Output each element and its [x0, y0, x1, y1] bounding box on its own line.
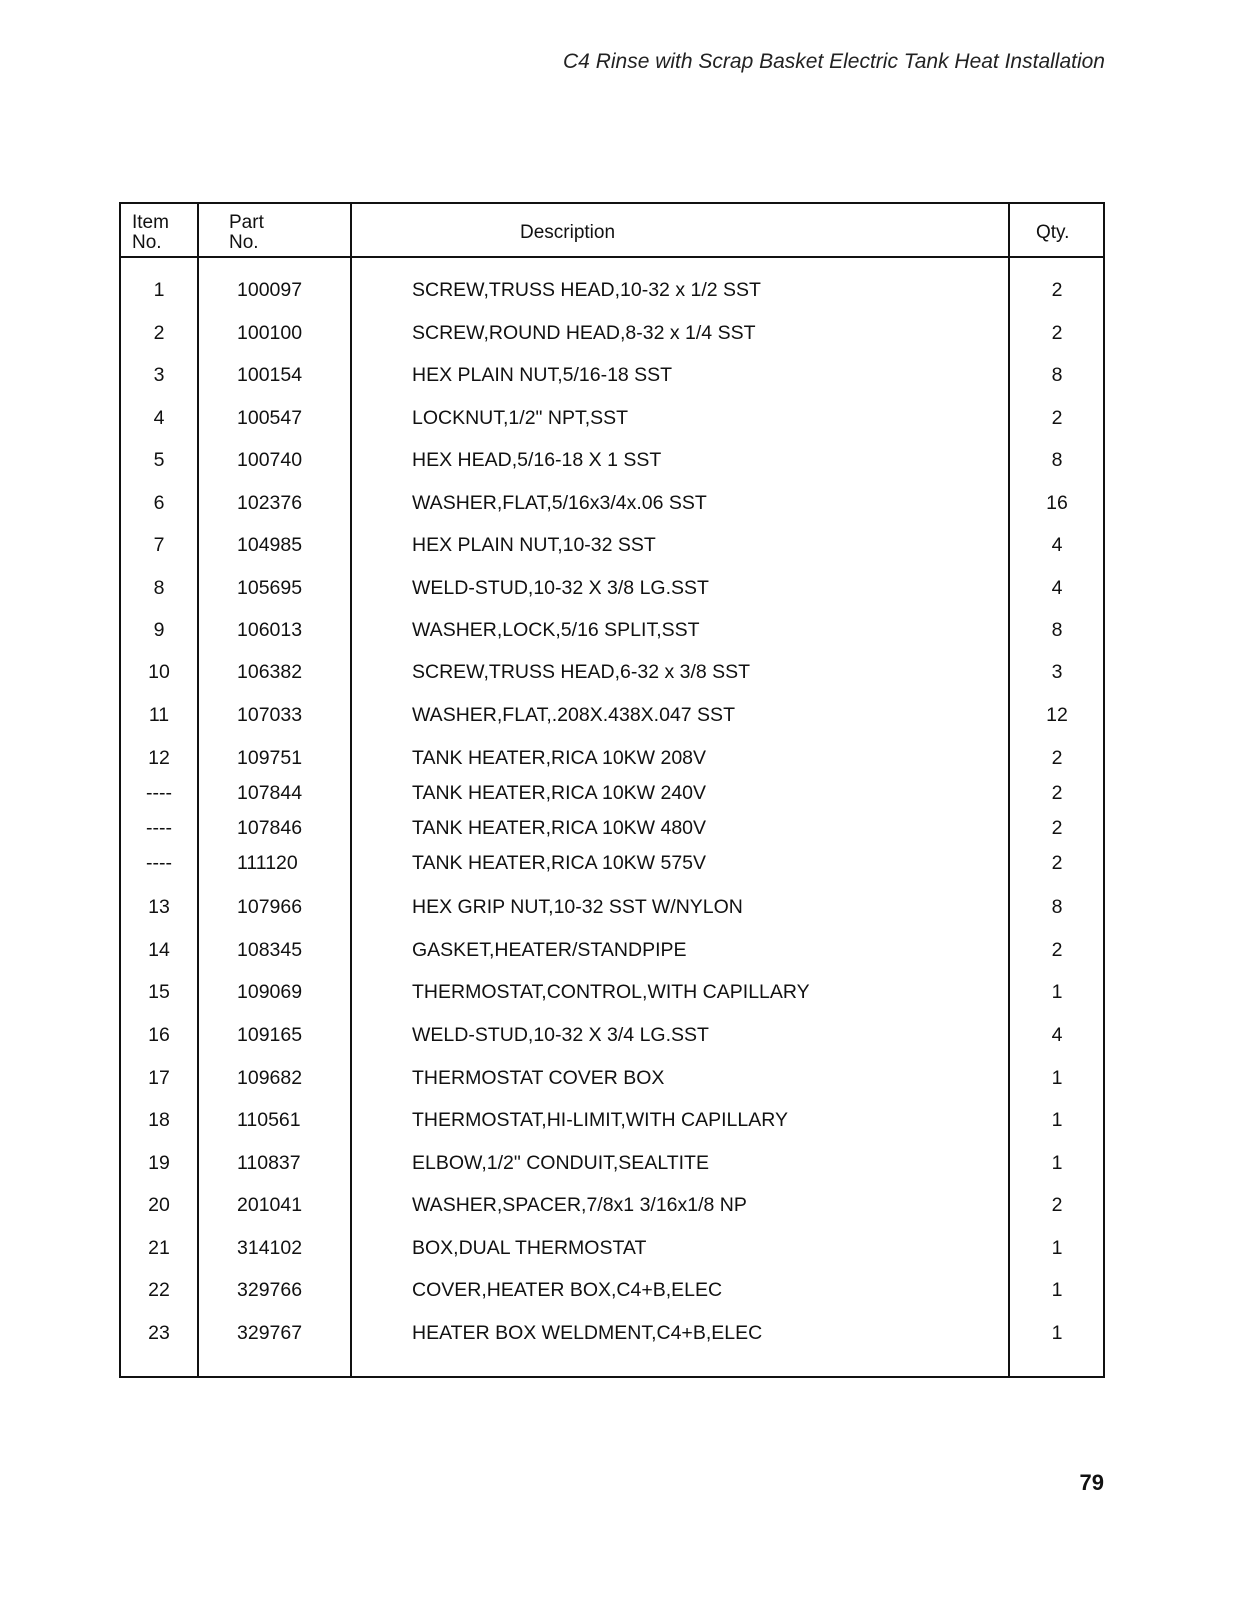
item-number: 11	[148, 704, 170, 726]
part-number: 111120	[237, 852, 298, 874]
part-quantity: 2	[1051, 1194, 1063, 1216]
item-number: 9	[153, 619, 165, 641]
part-number: 108345	[237, 939, 303, 961]
part-description: SCREW,TRUSS HEAD,6-32 x 3/8 SST	[412, 661, 751, 683]
table-row	[121, 1233, 1103, 1263]
table-row	[121, 657, 1103, 687]
item-number: 3	[153, 364, 165, 386]
part-quantity: 2	[1051, 407, 1063, 429]
part-description: THERMOSTAT,HI-LIMIT,WITH CAPILLARY	[412, 1109, 788, 1131]
header-item-line2: No.	[132, 232, 162, 253]
table-row	[121, 977, 1103, 1007]
header-description: Description	[520, 222, 616, 243]
part-number: 100100	[237, 322, 303, 344]
part-number: 106382	[237, 661, 303, 683]
part-quantity: 3	[1051, 661, 1063, 683]
part-quantity: 4	[1051, 534, 1063, 556]
item-number: ----	[146, 817, 172, 839]
table-row	[121, 848, 1103, 878]
table-row	[121, 403, 1103, 433]
item-number: 20	[148, 1194, 170, 1216]
part-quantity: 2	[1051, 852, 1063, 874]
item-number: 13	[148, 896, 170, 918]
item-number: ----	[146, 782, 172, 804]
header-item-no	[132, 213, 169, 253]
part-quantity: 2	[1051, 817, 1063, 839]
part-description: WASHER,SPACER,7/8x1 3/16x1/8 NP	[412, 1194, 747, 1216]
part-quantity: 4	[1051, 577, 1063, 599]
part-description: HEX PLAIN NUT,10-32 SST	[412, 534, 656, 556]
part-number: 105695	[237, 577, 303, 599]
part-description: LOCKNUT,1/2" NPT,SST	[412, 407, 629, 429]
part-description: BOX,DUAL THERMOSTAT	[412, 1237, 647, 1259]
table-row	[121, 1105, 1103, 1135]
part-description: WASHER,LOCK,5/16 SPLIT,SST	[412, 619, 700, 641]
part-quantity: 1	[1051, 981, 1063, 1003]
part-number: 201041	[237, 1194, 303, 1216]
part-number: 110561	[237, 1109, 301, 1131]
part-quantity: 1	[1051, 1279, 1063, 1301]
table-row	[121, 892, 1103, 922]
table-row	[121, 615, 1103, 645]
part-quantity: 2	[1051, 279, 1063, 301]
table-row	[121, 778, 1103, 808]
part-description: THERMOSTAT,CONTROL,WITH CAPILLARY	[412, 981, 810, 1003]
part-quantity: 2	[1051, 747, 1063, 769]
item-number: 4	[153, 407, 165, 429]
part-description: HEX GRIP NUT,10-32 SST W/NYLON	[412, 896, 743, 918]
part-quantity: 8	[1051, 449, 1063, 471]
table-row	[121, 445, 1103, 475]
part-quantity: 8	[1051, 619, 1063, 641]
item-number: 10	[148, 661, 170, 683]
part-number: 100154	[237, 364, 303, 386]
page-number: 79	[1079, 1470, 1104, 1495]
part-number: 104985	[237, 534, 303, 556]
item-number: 7	[153, 534, 165, 556]
part-number: 109751	[237, 747, 303, 769]
header-qty: Qty.	[1036, 222, 1070, 243]
parts-table	[119, 202, 1105, 1378]
part-description: WELD-STUD,10-32 X 3/8 LG.SST	[412, 577, 709, 599]
header-part-line1: Part	[229, 212, 264, 233]
part-number: 109165	[237, 1024, 303, 1046]
item-number: 5	[153, 449, 165, 471]
item-number: ----	[146, 852, 172, 874]
table-row	[121, 275, 1103, 305]
part-description: TANK HEATER,RICA 10KW 208V	[412, 747, 707, 769]
header-divider	[121, 256, 1103, 258]
part-number: 107033	[237, 704, 303, 726]
table-row	[121, 573, 1103, 603]
part-description: WASHER,FLAT,5/16x3/4x.06 SST	[412, 492, 707, 514]
part-number: 109069	[237, 981, 303, 1003]
part-description: TANK HEATER,RICA 10KW 575V	[412, 852, 707, 874]
part-number: 109682	[237, 1067, 303, 1089]
table-row	[121, 1275, 1103, 1305]
part-number: 314102	[237, 1237, 303, 1259]
part-description: HEX HEAD,5/16-18 X 1 SST	[412, 449, 662, 471]
part-description: ELBOW,1/2" CONDUIT,SEALTITE	[412, 1152, 709, 1174]
part-number: 100547	[237, 407, 303, 429]
table-row	[121, 743, 1103, 773]
table-row	[121, 700, 1103, 730]
part-quantity: 2	[1051, 322, 1063, 344]
part-quantity: 1	[1051, 1109, 1063, 1131]
table-row	[121, 1020, 1103, 1050]
part-quantity: 8	[1051, 896, 1063, 918]
part-description: WASHER,FLAT,.208X.438X.047 SST	[412, 704, 735, 726]
part-number: 102376	[237, 492, 303, 514]
part-number: 107844	[237, 782, 303, 804]
part-quantity: 12	[1046, 704, 1068, 726]
table-row	[121, 1190, 1103, 1220]
item-number: 23	[148, 1322, 170, 1344]
part-quantity: 1	[1051, 1322, 1063, 1344]
page-header-title: C4 Rinse with Scrap Basket Electric Tank Heat Installation	[563, 50, 1105, 73]
item-number: 21	[148, 1237, 170, 1259]
item-number: 15	[148, 981, 170, 1003]
part-number: 100097	[237, 279, 303, 301]
part-quantity: 1	[1051, 1237, 1063, 1259]
table-row	[121, 935, 1103, 965]
part-number: 107846	[237, 817, 303, 839]
part-number: 106013	[237, 619, 303, 641]
part-number: 329767	[237, 1322, 303, 1344]
item-number: 19	[148, 1152, 170, 1174]
part-description: HEATER BOX WELDMENT,C4+B,ELEC	[412, 1322, 763, 1344]
item-number: 2	[153, 322, 165, 344]
part-number: 329766	[237, 1279, 303, 1301]
table-row	[121, 813, 1103, 843]
part-description: WELD-STUD,10-32 X 3/4 LG.SST	[412, 1024, 709, 1046]
part-description: TANK HEATER,RICA 10KW 480V	[412, 817, 707, 839]
item-number: 1	[153, 279, 165, 301]
part-description: THERMOSTAT COVER BOX	[412, 1067, 665, 1089]
item-number: 22	[148, 1279, 170, 1301]
table-row	[121, 360, 1103, 390]
part-description: SCREW,TRUSS HEAD,10-32 x 1/2 SST	[412, 279, 761, 301]
part-quantity: 8	[1051, 364, 1063, 386]
part-number: 100740	[237, 449, 303, 471]
table-row	[121, 530, 1103, 560]
table-row	[121, 488, 1103, 518]
header-part-line2: No.	[229, 232, 259, 253]
part-quantity: 2	[1051, 939, 1063, 961]
item-number: 8	[153, 577, 165, 599]
part-quantity: 4	[1051, 1024, 1063, 1046]
table-row	[121, 1063, 1103, 1093]
table-row	[121, 318, 1103, 348]
part-description: HEX PLAIN NUT,5/16-18 SST	[412, 364, 673, 386]
header-item-line1: Item	[132, 212, 169, 233]
table-row	[121, 1318, 1103, 1348]
item-number: 18	[148, 1109, 170, 1131]
part-description: SCREW,ROUND HEAD,8-32 x 1/4 SST	[412, 322, 756, 344]
part-quantity: 2	[1051, 782, 1063, 804]
part-quantity: 1	[1051, 1067, 1063, 1089]
header-part-no	[229, 213, 264, 253]
part-description: GASKET,HEATER/STANDPIPE	[412, 939, 687, 961]
item-number: 14	[148, 939, 170, 961]
part-number: 107966	[237, 896, 303, 918]
part-number: 110837	[237, 1152, 301, 1174]
item-number: 16	[148, 1024, 170, 1046]
item-number: 17	[148, 1067, 170, 1089]
part-quantity: 1	[1051, 1152, 1063, 1174]
part-description: TANK HEATER,RICA 10KW 240V	[412, 782, 707, 804]
item-number: 6	[153, 492, 165, 514]
table-row	[121, 1148, 1103, 1178]
item-number: 12	[148, 747, 170, 769]
part-description: COVER,HEATER BOX,C4+B,ELEC	[412, 1279, 723, 1301]
part-quantity: 16	[1046, 492, 1068, 514]
